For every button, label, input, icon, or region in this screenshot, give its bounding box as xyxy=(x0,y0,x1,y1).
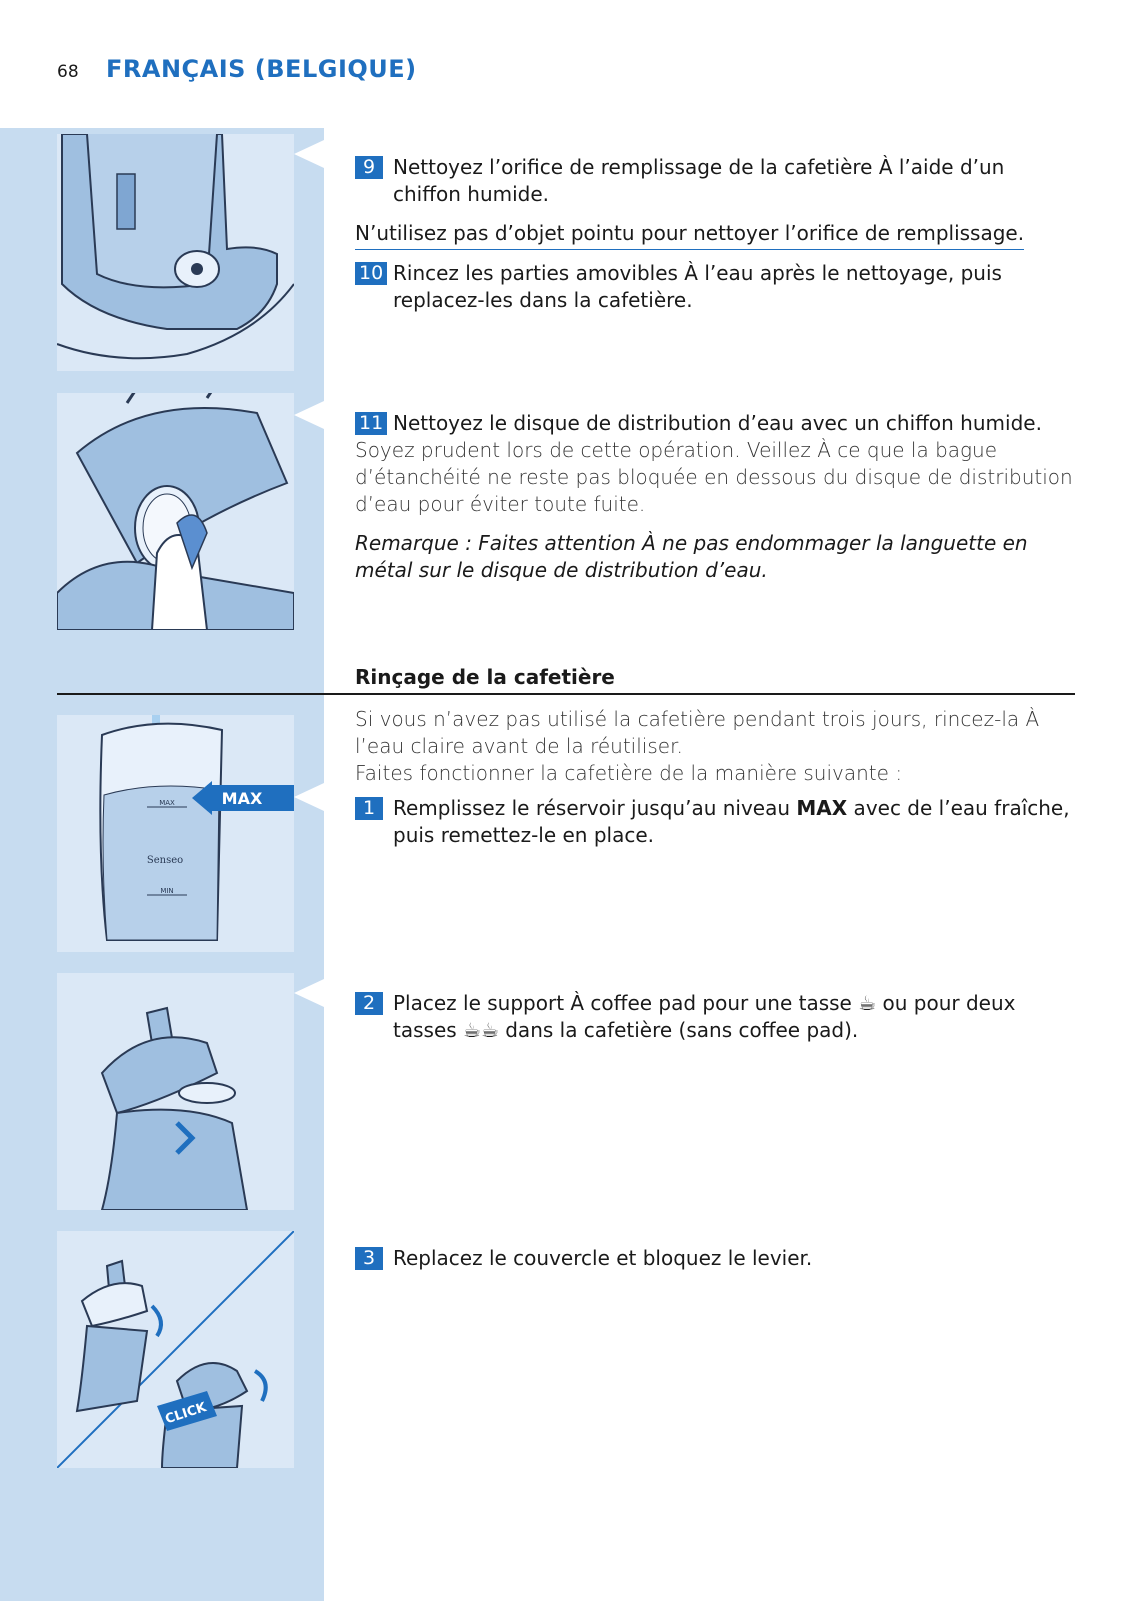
step-number: 3 xyxy=(355,1247,383,1270)
note-text: Remarque : Faites attention À ne pas endommager la languette en métal sur le disque de distribution d’eau. xyxy=(355,531,1028,582)
illustration-distribution-disc xyxy=(57,393,294,630)
disc-cleaning-step xyxy=(355,410,1075,584)
step-text: Nettoyez l’orifice de remplissage de la cafetière À l’aide d’un chiffon humide. xyxy=(393,155,1005,206)
page-title: FRANÇAIS (BELGIQUE) xyxy=(106,55,417,83)
step-text-bold: MAX xyxy=(796,796,848,820)
step-2 xyxy=(355,990,1075,1044)
rinse-step-2 xyxy=(355,990,1075,1044)
step-text: Nettoyez le disque de distribution d’eau avec un chiffon humide. xyxy=(393,411,1042,435)
step-3 xyxy=(355,1245,1075,1272)
step-text-post: avec de l’eau fraîche, puis remettez-le en place. xyxy=(393,796,1070,847)
intro-text: Si vous n’avez pas utilisé la cafetière pendant trois jours, rincez-la À l’eau claire avant de la réutiliser. xyxy=(355,707,1040,758)
illustration-fill-orifice xyxy=(57,134,294,371)
pointer-arrow xyxy=(294,783,324,811)
rinse-step-3 xyxy=(355,1245,1075,1272)
step-number: 9 xyxy=(355,156,383,179)
step-number: 10 xyxy=(355,262,387,285)
tank-max-mark: MAX xyxy=(159,799,175,807)
max-label: MAX xyxy=(221,789,263,808)
cleaning-steps xyxy=(355,154,1075,314)
step-text-pre: Remplissez le réservoir jusqu’au niveau xyxy=(393,796,797,820)
brand-logo-text: Senseo xyxy=(146,855,184,866)
pointer-arrow xyxy=(294,401,324,429)
illustration-water-tank xyxy=(57,715,294,952)
section-title: Rinçage de la cafetière xyxy=(355,665,615,689)
step-detail: Soyez prudent lors de cette opération. Veillez À ce que la bague d’étanchéité ne reste pas bloquée en dessous du disque de distribution d’eau pour éviter toute fuite. xyxy=(355,438,1073,516)
step-number: 2 xyxy=(355,992,383,1015)
intro-text: Faites fonctionner la cafetière de la manière suivante : xyxy=(355,761,903,785)
click-label: CLICK xyxy=(163,1400,209,1428)
tank-min-mark: MIN xyxy=(160,887,174,895)
page-number: 68 xyxy=(57,62,79,82)
step-number: 1 xyxy=(355,797,383,820)
pointer-arrow xyxy=(294,979,324,1007)
illustration-pad-holder xyxy=(57,973,294,1210)
illustration-close-lid xyxy=(57,1231,294,1468)
step-11 xyxy=(355,410,1075,437)
step-text: Rincez les parties amovibles À l’eau après le nettoyage, puis replacez-les dans la cafetière. xyxy=(393,261,1002,312)
rinse-intro xyxy=(355,706,1075,849)
section-divider xyxy=(57,693,1075,695)
pointer-arrow xyxy=(294,140,324,168)
step-1 xyxy=(355,795,1075,849)
step-10 xyxy=(355,260,1075,314)
step-number: 11 xyxy=(355,412,387,435)
step-text: Replacez le couvercle et bloquez le levier. xyxy=(393,1246,813,1270)
step-9 xyxy=(355,154,1075,208)
warning-text: N’utilisez pas d’objet pointu pour nettoyer l’orifice de remplissage. xyxy=(355,220,1024,250)
step-text: Placez le support À coffee pad pour une tasse ☕ ou pour deux tasses ☕☕ dans la cafetière (sans coffee pad). xyxy=(393,991,1016,1042)
